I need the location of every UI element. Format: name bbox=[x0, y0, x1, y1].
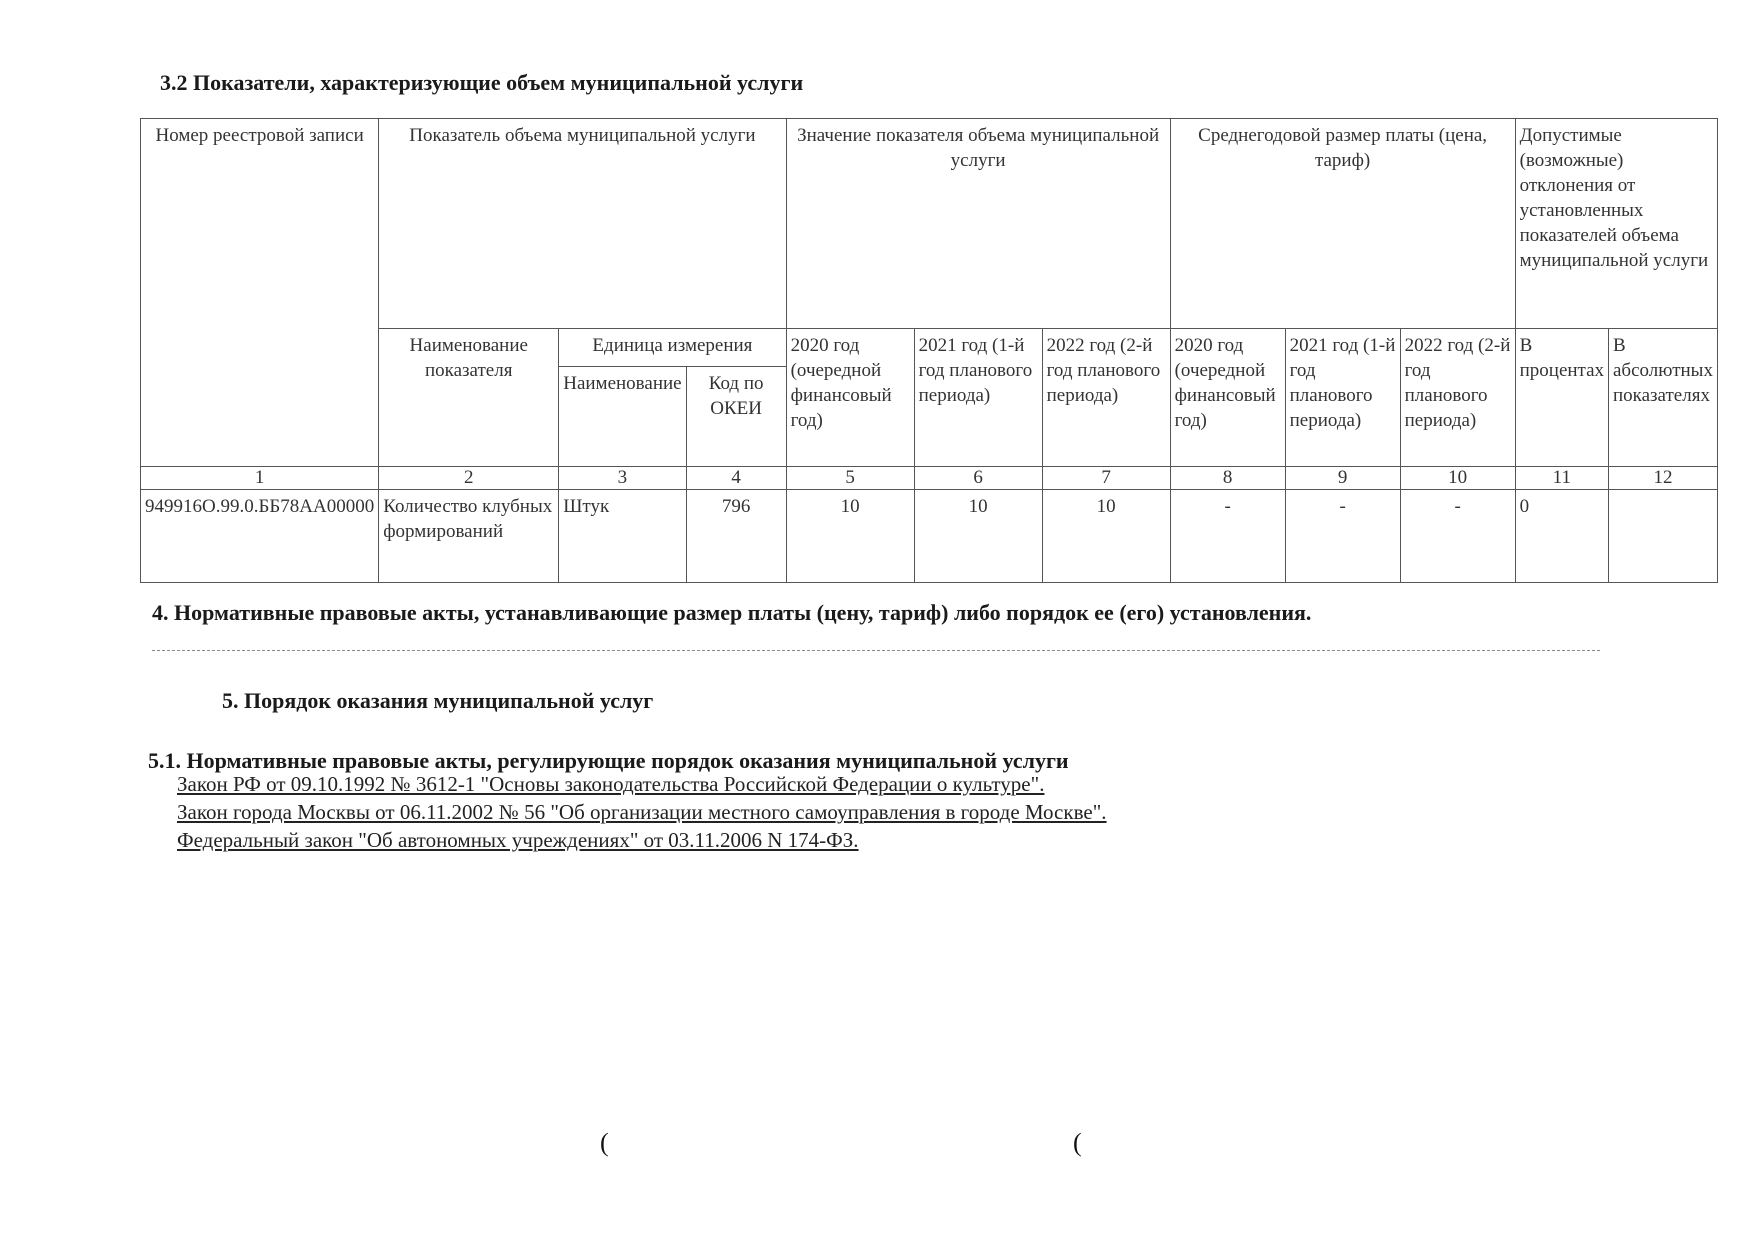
header-volume-indicator: Показатель объема муниципальной услуги bbox=[379, 119, 786, 329]
header-indicator-name: Наименование показателя bbox=[379, 329, 559, 467]
column-number: 5 bbox=[786, 467, 914, 490]
section-4-underline bbox=[152, 650, 1600, 651]
cell-okei-code: 796 bbox=[686, 490, 786, 583]
header-fee-2021: 2021 год (1-й год планового периода) bbox=[1285, 329, 1400, 467]
cell-registry-number: 949916О.99.0.ББ78АА00000 bbox=[141, 490, 379, 583]
scan-mark-left: ( bbox=[600, 1128, 609, 1157]
cell-value-2020: 10 bbox=[786, 490, 914, 583]
header-unit-name: Наименование bbox=[559, 367, 686, 467]
scan-mark-right: ( bbox=[1073, 1128, 1082, 1157]
section-3-2-title: 3.2 Показатели, характеризующие объем муниципальной услуги bbox=[160, 70, 804, 95]
column-number: 10 bbox=[1400, 467, 1515, 490]
header-unit: Единица измерения bbox=[559, 329, 786, 367]
header-fee-2022: 2022 год (2-й год планового периода) bbox=[1400, 329, 1515, 467]
volume-indicators-table bbox=[140, 118, 1718, 583]
column-number: 8 bbox=[1170, 467, 1285, 490]
column-number: 1 bbox=[141, 467, 379, 490]
header-fee-2020: 2020 год (очередной финансовый год) bbox=[1170, 329, 1285, 467]
header-year-2022: 2022 год (2-й год планового периода) bbox=[1042, 329, 1170, 467]
law-item: Закон РФ от 09.10.1992 № 3612-1 "Основы законодательства Российской Федерации о культуре". bbox=[177, 772, 1045, 796]
cell-value-2022: 10 bbox=[1042, 490, 1170, 583]
cell-indicator-name: Количество клубных формирований bbox=[379, 490, 559, 583]
column-number: 12 bbox=[1609, 467, 1718, 490]
header-okei-code: Код по ОКЕИ bbox=[686, 367, 786, 467]
section-5-1-title: 5.1. Нормативные правовые акты, регулирующие порядок оказания муниципальной услуги bbox=[148, 748, 1069, 773]
cell-deviation-percent: 0 bbox=[1515, 490, 1608, 583]
header-volume-value: Значение показателя объема муниципальной услуги bbox=[786, 119, 1170, 329]
cell-fee-2022: - bbox=[1400, 490, 1515, 583]
column-number: 9 bbox=[1285, 467, 1400, 490]
header-year-2021: 2021 год (1-й год планового периода) bbox=[914, 329, 1042, 467]
header-year-2020: 2020 год (очередной финансовый год) bbox=[786, 329, 914, 467]
column-number: 2 bbox=[379, 467, 559, 490]
law-item: Федеральный закон "Об автономных учреждениях" от 03.11.2006 N 174-ФЗ. bbox=[177, 828, 859, 852]
cell-fee-2020: - bbox=[1170, 490, 1285, 583]
cell-unit-name: Штук bbox=[559, 490, 686, 583]
column-number: 4 bbox=[686, 467, 786, 490]
header-in-percent: В процентах bbox=[1515, 329, 1608, 467]
header-registry-number: Номер реестровой записи bbox=[141, 119, 379, 467]
cell-value-2021: 10 bbox=[914, 490, 1042, 583]
section-4-title: 4. Нормативные правовые акты, устанавливающие размер платы (цену, тариф) либо порядок ее (его) установления. bbox=[152, 600, 1312, 625]
column-number: 6 bbox=[914, 467, 1042, 490]
header-average-fee: Среднегодовой размер платы (цена, тариф) bbox=[1170, 119, 1515, 329]
column-number: 11 bbox=[1515, 467, 1608, 490]
cell-fee-2021: - bbox=[1285, 490, 1400, 583]
column-number: 3 bbox=[559, 467, 686, 490]
header-allowed-deviations: Допустимые (возможные) отклонения от установленных показателей объема муниципальной услуги bbox=[1515, 119, 1717, 329]
header-in-absolute: В абсолютных показателях bbox=[1609, 329, 1718, 467]
section-5-title: 5. Порядок оказания муниципальной услуг bbox=[222, 688, 654, 713]
column-number: 7 bbox=[1042, 467, 1170, 490]
table-row bbox=[141, 490, 1718, 583]
law-item: Закон города Москвы от 06.11.2002 № 56 "Об организации местного самоуправления в городе Москве". bbox=[177, 800, 1107, 824]
cell-deviation-absolute bbox=[1609, 490, 1718, 583]
